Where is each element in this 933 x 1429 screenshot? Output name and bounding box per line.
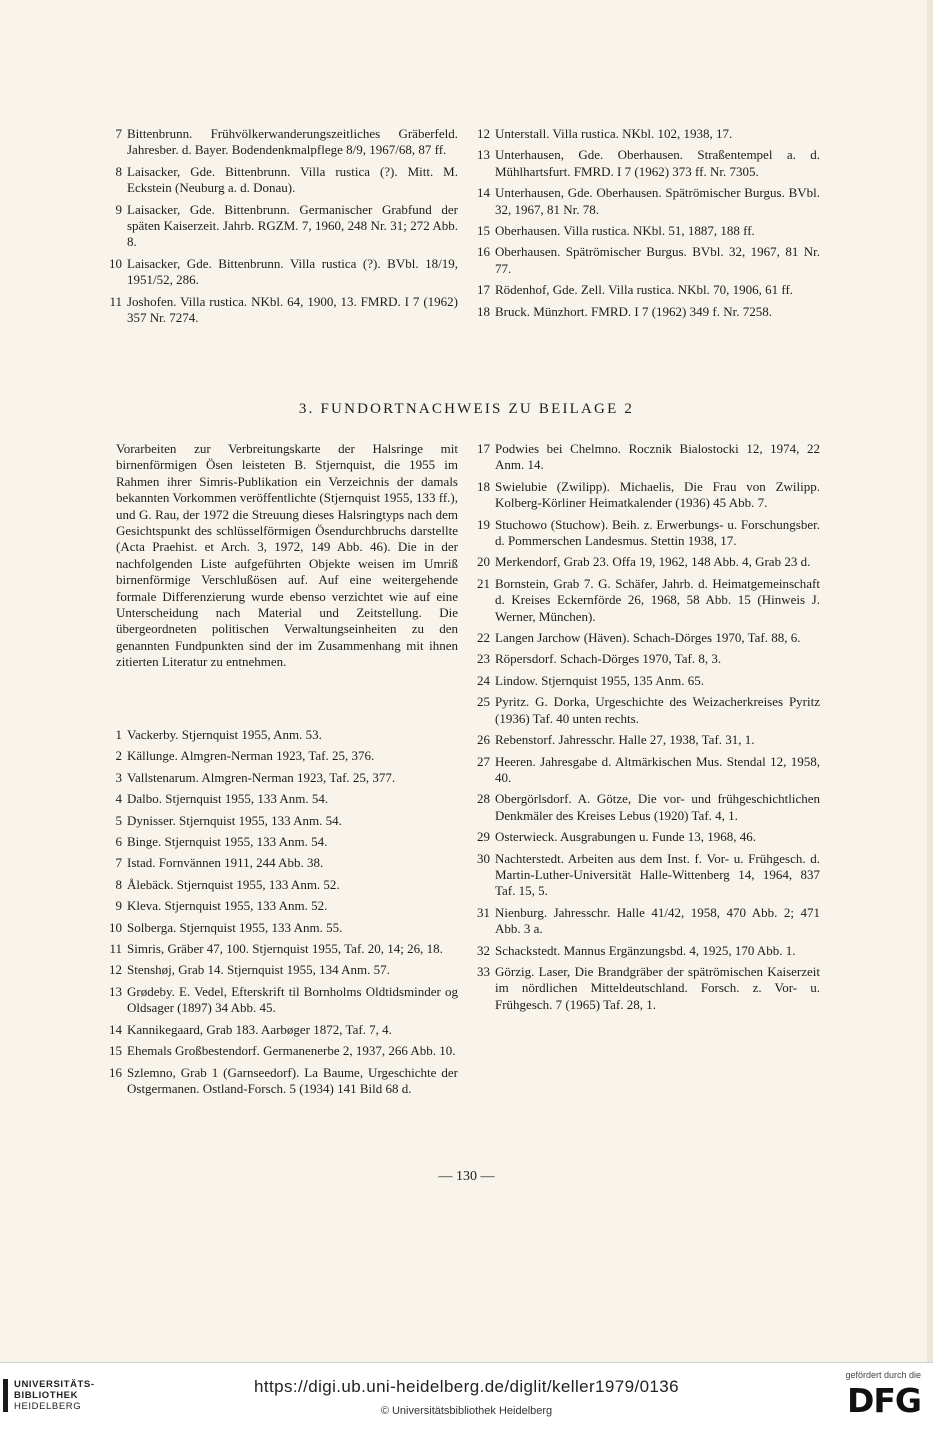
entry-number: 11 bbox=[109, 293, 122, 309]
entry-number: 8 bbox=[115, 163, 122, 179]
list-item bbox=[478, 630, 820, 646]
list-item bbox=[110, 748, 458, 764]
intro-paragraph: Vorarbeiten zur Verbreitungskarte der Halsringe mit birnenförmigen Ösen leisteten B. Stjernquist, die 1955 im Rahmen ihrer Simris-Publikation ein Verzeichnis der damals bekannten Vorkommen veröffentlichte (Stjernquist 1955, 133 ff.), und G. Rau, der 1972 die Streuung dieses Halsringtyps nach dem Gesichtspunkt des schlüsselförmigen Ösendurchbruchs darstellte (Acta Praehist. et Arch. 3, 1972, 149 Abb. 46). Die in der nachfolgenden Liste aufgeführten Objekte weisen im Umriß birnenförmige Verschlußösen auf. Auf eine weitergehende formale Differenzierung wurde ebenso verzichtet wie auf eine Unterscheidung nach Material und Zeitstellung. Die übergeordneten politischen Verwaltungseinheiten zu den genannten Fundpunkten sind der im Zusammenhang mit ihnen zitierten Literatur zu entnehmen. bbox=[116, 441, 458, 670]
entry-text: Stenshøj, Grab 14. Stjernquist 1955, 134 Anm. 57. bbox=[127, 962, 390, 978]
list-item bbox=[110, 202, 458, 251]
entry-number: 10 bbox=[109, 919, 122, 935]
entry-number: 30 bbox=[477, 850, 490, 866]
entry-text: Källunge. Almgren-Nerman 1923, Taf. 25, 376. bbox=[127, 748, 375, 764]
entry-text: Laisacker, Gde. Bittenbrunn. Germanischer Grabfund der späten Kaiserzeit. Jahrb. RGZM. 7, 1960, 248 Nr. 31; 272 Abb. 8. bbox=[127, 201, 458, 250]
bottom-left-list bbox=[110, 727, 458, 1102]
logo-line-2: BIBLIOTHEK bbox=[14, 1390, 79, 1401]
entry-number: 33 bbox=[477, 963, 490, 979]
entry-number: 5 bbox=[115, 812, 122, 828]
entry-number: 17 bbox=[477, 441, 490, 456]
viewer-footer bbox=[0, 1362, 933, 1429]
list-item bbox=[478, 851, 820, 900]
entry-number: 18 bbox=[477, 303, 490, 319]
entry-number: 24 bbox=[477, 672, 490, 688]
entry-number: 2 bbox=[115, 748, 122, 764]
list-item bbox=[110, 855, 458, 871]
entry-number: 23 bbox=[477, 651, 490, 667]
entry-text: Solberga. Stjernquist 1955, 133 Anm. 55. bbox=[127, 919, 343, 935]
list-item bbox=[110, 962, 458, 978]
entry-text: Oberhausen. Villa rustica. NKbl. 51, 1887, 188 ff. bbox=[495, 223, 755, 239]
entry-text: Istad. Fornvännen 1911, 244 Abb. 38. bbox=[127, 855, 324, 871]
entry-number: 12 bbox=[477, 126, 490, 141]
page-number: — 130 — bbox=[438, 1169, 495, 1184]
entry-text: Kannikegaard, Grab 183. Aarbøger 1872, Taf. 7, 4. bbox=[127, 1021, 392, 1037]
list-item bbox=[110, 1065, 458, 1098]
entry-number: 9 bbox=[115, 898, 122, 914]
list-item bbox=[478, 185, 820, 218]
funded-by-label: gefördert durch die bbox=[845, 1370, 921, 1380]
entry-text: Obergörlsdorf. A. Götze, Die vor- und frühgeschichtlichen Denkmäler des Kreises Lebus (1920) Taf. 4, 1. bbox=[495, 791, 820, 823]
entry-number: 17 bbox=[477, 282, 490, 298]
entry-number: 3 bbox=[115, 769, 122, 785]
list-item bbox=[110, 813, 458, 829]
entry-text: Langen Jarchow (Häven). Schach-Dörges 1970, Taf. 88, 6. bbox=[495, 630, 801, 646]
entry-number: 4 bbox=[115, 791, 122, 807]
entry-text: Podwies bei Chelmno. Rocznik Bialostocki 12, 1974, 22 Anm. 14. bbox=[495, 441, 820, 473]
list-item bbox=[478, 517, 820, 550]
entry-number: 13 bbox=[477, 147, 490, 163]
entry-number: 6 bbox=[115, 834, 122, 850]
list-item bbox=[110, 1043, 458, 1059]
top-left-column bbox=[110, 126, 458, 331]
list-item bbox=[110, 294, 458, 327]
list-item bbox=[110, 126, 458, 159]
list-item bbox=[110, 941, 458, 957]
entry-text: Unterhausen, Gde. Oberhausen. Spätrömischer Burgus. BVbl. 32, 1967, 81 Nr. 78. bbox=[495, 185, 820, 217]
entry-text: Simris, Gräber 47, 100. Stjernquist 1955, Taf. 20, 14; 26, 18. bbox=[127, 941, 443, 957]
entry-number: 19 bbox=[477, 516, 490, 532]
entry-number: 7 bbox=[115, 126, 122, 141]
bottom-right-list bbox=[478, 441, 820, 1018]
list-item bbox=[478, 829, 820, 845]
entry-number: 31 bbox=[477, 904, 490, 920]
list-item bbox=[478, 223, 820, 239]
list-item bbox=[478, 147, 820, 180]
entry-number: 15 bbox=[477, 223, 490, 239]
list-item bbox=[478, 244, 820, 277]
list-item bbox=[110, 256, 458, 289]
logo-line-1: UNIVERSITÄTS- bbox=[14, 1379, 95, 1390]
entry-text: Szlemno, Grab 1 (Garnseedorf). La Baume, Urgeschichte der Ostgermanen. Ostland-Forsch. 5 (1934) 141 Bild 68 d. bbox=[127, 1064, 458, 1096]
entry-text: Binge. Stjernquist 1955, 133 Anm. 54. bbox=[127, 834, 328, 850]
list-item bbox=[478, 905, 820, 938]
entry-number: 11 bbox=[109, 941, 122, 957]
page-edge bbox=[927, 0, 933, 1362]
entry-number: 7 bbox=[115, 855, 122, 871]
list-item bbox=[478, 694, 820, 727]
list-item bbox=[478, 943, 820, 959]
entry-number: 25 bbox=[477, 694, 490, 710]
entry-text: Görzig. Laser, Die Brandgräber der spätrömischen Kaiserzeit im nördlichen Mitteldeutschland. Forsch. z. Vor- u. Frühgesch. 7 (1965) Taf. 28, 1. bbox=[495, 963, 820, 1012]
entry-number: 10 bbox=[109, 255, 122, 271]
entry-text: Ålebäck. Stjernquist 1955, 133 Anm. 52. bbox=[127, 876, 340, 892]
entry-number: 18 bbox=[477, 478, 490, 494]
entry-text: Vackerby. Stjernquist 1955, Anm. 53. bbox=[127, 727, 322, 742]
entry-number: 29 bbox=[477, 829, 490, 845]
entry-number: 14 bbox=[477, 185, 490, 201]
entry-number: 12 bbox=[109, 962, 122, 978]
list-item bbox=[478, 576, 820, 625]
entry-text: Kleva. Stjernquist 1955, 133 Anm. 52. bbox=[127, 898, 328, 914]
entry-text: Nachterstedt. Arbeiten aus dem Inst. f. Vor- u. Frühgesch. d. Martin-Luther-Universität Halle-Wittenberg 14, 1964, 837 Taf. 15, 5. bbox=[495, 850, 820, 899]
entry-text: Stuchowo (Stuchow). Beih. z. Erwerbungs- u. Forschungsber. d. Pommerschen Landesmus. Stettin 1938, 17. bbox=[495, 516, 820, 549]
top-right-column bbox=[478, 126, 820, 325]
entry-text: Rödenhof, Gde. Zell. Villa rustica. NKbl. 70, 1906, 61 ff. bbox=[495, 282, 794, 298]
entry-number: 27 bbox=[477, 753, 490, 769]
entry-text: Röpersdorf. Schach-Dörges 1970, Taf. 8, 3. bbox=[495, 651, 722, 667]
entry-text: Laisacker, Gde. Bittenbrunn. Villa rustica (?). BVbl. 18/19, 1951/52, 286. bbox=[127, 255, 458, 288]
entry-text: Merkendorf, Grab 23. Offa 19, 1962, 148 Abb. 4, Grab 23 d. bbox=[495, 554, 811, 570]
entry-text: Bornstein, Grab 7. G. Schäfer, Jahrb. d. Heimatgemeinschaft d. Kreises Eckernförde 26, 1968, 58 Abb. 15 (Hinweis J. Werner, München). bbox=[495, 575, 820, 624]
entry-text: Heeren. Jahresgabe d. Altmärkischen Mus. Stendal 12, 1958, 40. bbox=[495, 753, 820, 785]
list-item bbox=[110, 727, 458, 743]
entry-number: 16 bbox=[477, 244, 490, 260]
list-item bbox=[478, 441, 820, 474]
entry-text: Rebenstorf. Jahresschr. Halle 27, 1938, Taf. 31, 1. bbox=[495, 732, 755, 748]
entry-text: Swielubie (Zwilipp). Michaelis, Die Frau von Zwilipp. Kolberg-Körliner Heimatkalender (1936) 45 Abb. 7. bbox=[495, 478, 820, 511]
entry-number: 9 bbox=[115, 201, 122, 217]
entry-text: Unterstall. Villa rustica. NKbl. 102, 1938, 17. bbox=[495, 126, 733, 141]
dfg-logo[interactable]: DFG bbox=[846, 1381, 921, 1420]
list-item bbox=[478, 732, 820, 748]
list-item bbox=[478, 304, 820, 320]
entry-text: Pyritz. G. Dorka, Urgeschichte des Weizacherkreises Pyritz (1936) Taf. 40 unten rechts. bbox=[495, 694, 820, 726]
list-item bbox=[110, 834, 458, 850]
list-item bbox=[478, 126, 820, 142]
list-item bbox=[110, 164, 458, 197]
logo-line-3: HEIDELBERG bbox=[14, 1401, 82, 1412]
entry-text: Ehemals Großbestendorf. Germanenerbe 2, 1937, 266 Abb. 10. bbox=[127, 1043, 456, 1059]
entry-number: 28 bbox=[477, 791, 490, 807]
entry-text: Lindow. Stjernquist 1955, 135 Anm. 65. bbox=[495, 672, 704, 688]
list-item bbox=[478, 651, 820, 667]
list-item bbox=[478, 479, 820, 512]
list-item bbox=[478, 282, 820, 298]
list-item bbox=[110, 898, 458, 914]
entry-text: Dynisser. Stjernquist 1955, 133 Anm. 54. bbox=[127, 812, 342, 828]
list-item bbox=[478, 673, 820, 689]
intro-column bbox=[116, 441, 458, 671]
entry-text: Grødeby. E. Vedel, Efterskrift til Bornholms Oldtidsminder og Oldsager (1897) 34 Abb. 45. bbox=[127, 983, 458, 1016]
entry-text: Vallstenarum. Almgren-Nerman 1923, Taf. 25, 377. bbox=[127, 769, 396, 785]
entry-text: Joshofen. Villa rustica. NKbl. 64, 1900, 13. FMRD. I 7 (1962) 357 Nr. 7274. bbox=[127, 293, 458, 326]
page-url-link[interactable]: https://digi.ub.uni-heidelberg.de/diglit/keller1979/0136 bbox=[253, 1377, 679, 1396]
entry-number: 15 bbox=[109, 1043, 122, 1059]
entry-number: 21 bbox=[477, 575, 490, 591]
entry-number: 14 bbox=[109, 1021, 122, 1037]
entry-number: 8 bbox=[115, 876, 122, 892]
entry-number: 1 bbox=[115, 727, 122, 742]
entry-number: 16 bbox=[109, 1064, 122, 1080]
entry-number: 20 bbox=[477, 554, 490, 570]
entry-text: Schackstedt. Mannus Ergänzungsbd. 4, 1925, 170 Abb. 1. bbox=[495, 942, 796, 958]
list-item bbox=[478, 754, 820, 787]
copyright-notice: © Universitätsbibliothek Heidelberg bbox=[380, 1405, 553, 1417]
entry-text: Dalbo. Stjernquist 1955, 133 Anm. 54. bbox=[127, 791, 329, 807]
entry-text: Nienburg. Jahresschr. Halle 41/42, 1958, 470 Abb. 2; 471 Abb. 3 a. bbox=[495, 904, 820, 937]
entry-text: Oberhausen. Spätrömischer Burgus. BVbl. 32, 1967, 81 Nr. 77. bbox=[495, 244, 820, 276]
entry-number: 22 bbox=[477, 630, 490, 646]
entry-number: 26 bbox=[477, 732, 490, 748]
entry-number: 32 bbox=[477, 942, 490, 958]
entry-text: Osterwieck. Ausgrabungen u. Funde 13, 1968, 46. bbox=[495, 829, 757, 845]
entry-text: Laisacker, Gde. Bittenbrunn. Villa rustica (?). Mitt. M. Eckstein (Neuburg a. d. Donau). bbox=[127, 163, 458, 196]
list-item bbox=[110, 920, 458, 936]
entry-text: Bruck. Münzhort. FMRD. I 7 (1962) 349 f. Nr. 7258. bbox=[495, 303, 772, 319]
list-item bbox=[110, 791, 458, 807]
list-item bbox=[110, 984, 458, 1017]
entry-number: 13 bbox=[109, 983, 122, 999]
list-item bbox=[110, 1022, 458, 1038]
list-item bbox=[110, 770, 458, 786]
entry-text: Bittenbrunn. Frühvölkerwanderungszeitliches Gräberfeld. Jahresber. d. Bayer. Bodendenkmalpflege 8/9, 1967/68, 87 ff. bbox=[127, 126, 458, 158]
list-item bbox=[478, 791, 820, 824]
entry-text: Unterhausen, Gde. Oberhausen. Straßentempel a. d. Mühlhartsfurt. FMRD. I 7 (1962) 373 ff. Nr. 7305. bbox=[495, 147, 820, 179]
list-item bbox=[478, 964, 820, 1013]
list-item bbox=[478, 554, 820, 570]
list-item bbox=[110, 877, 458, 893]
section-title: 3. FUNDORTNACHWEIS ZU BEILAGE 2 bbox=[298, 401, 635, 417]
